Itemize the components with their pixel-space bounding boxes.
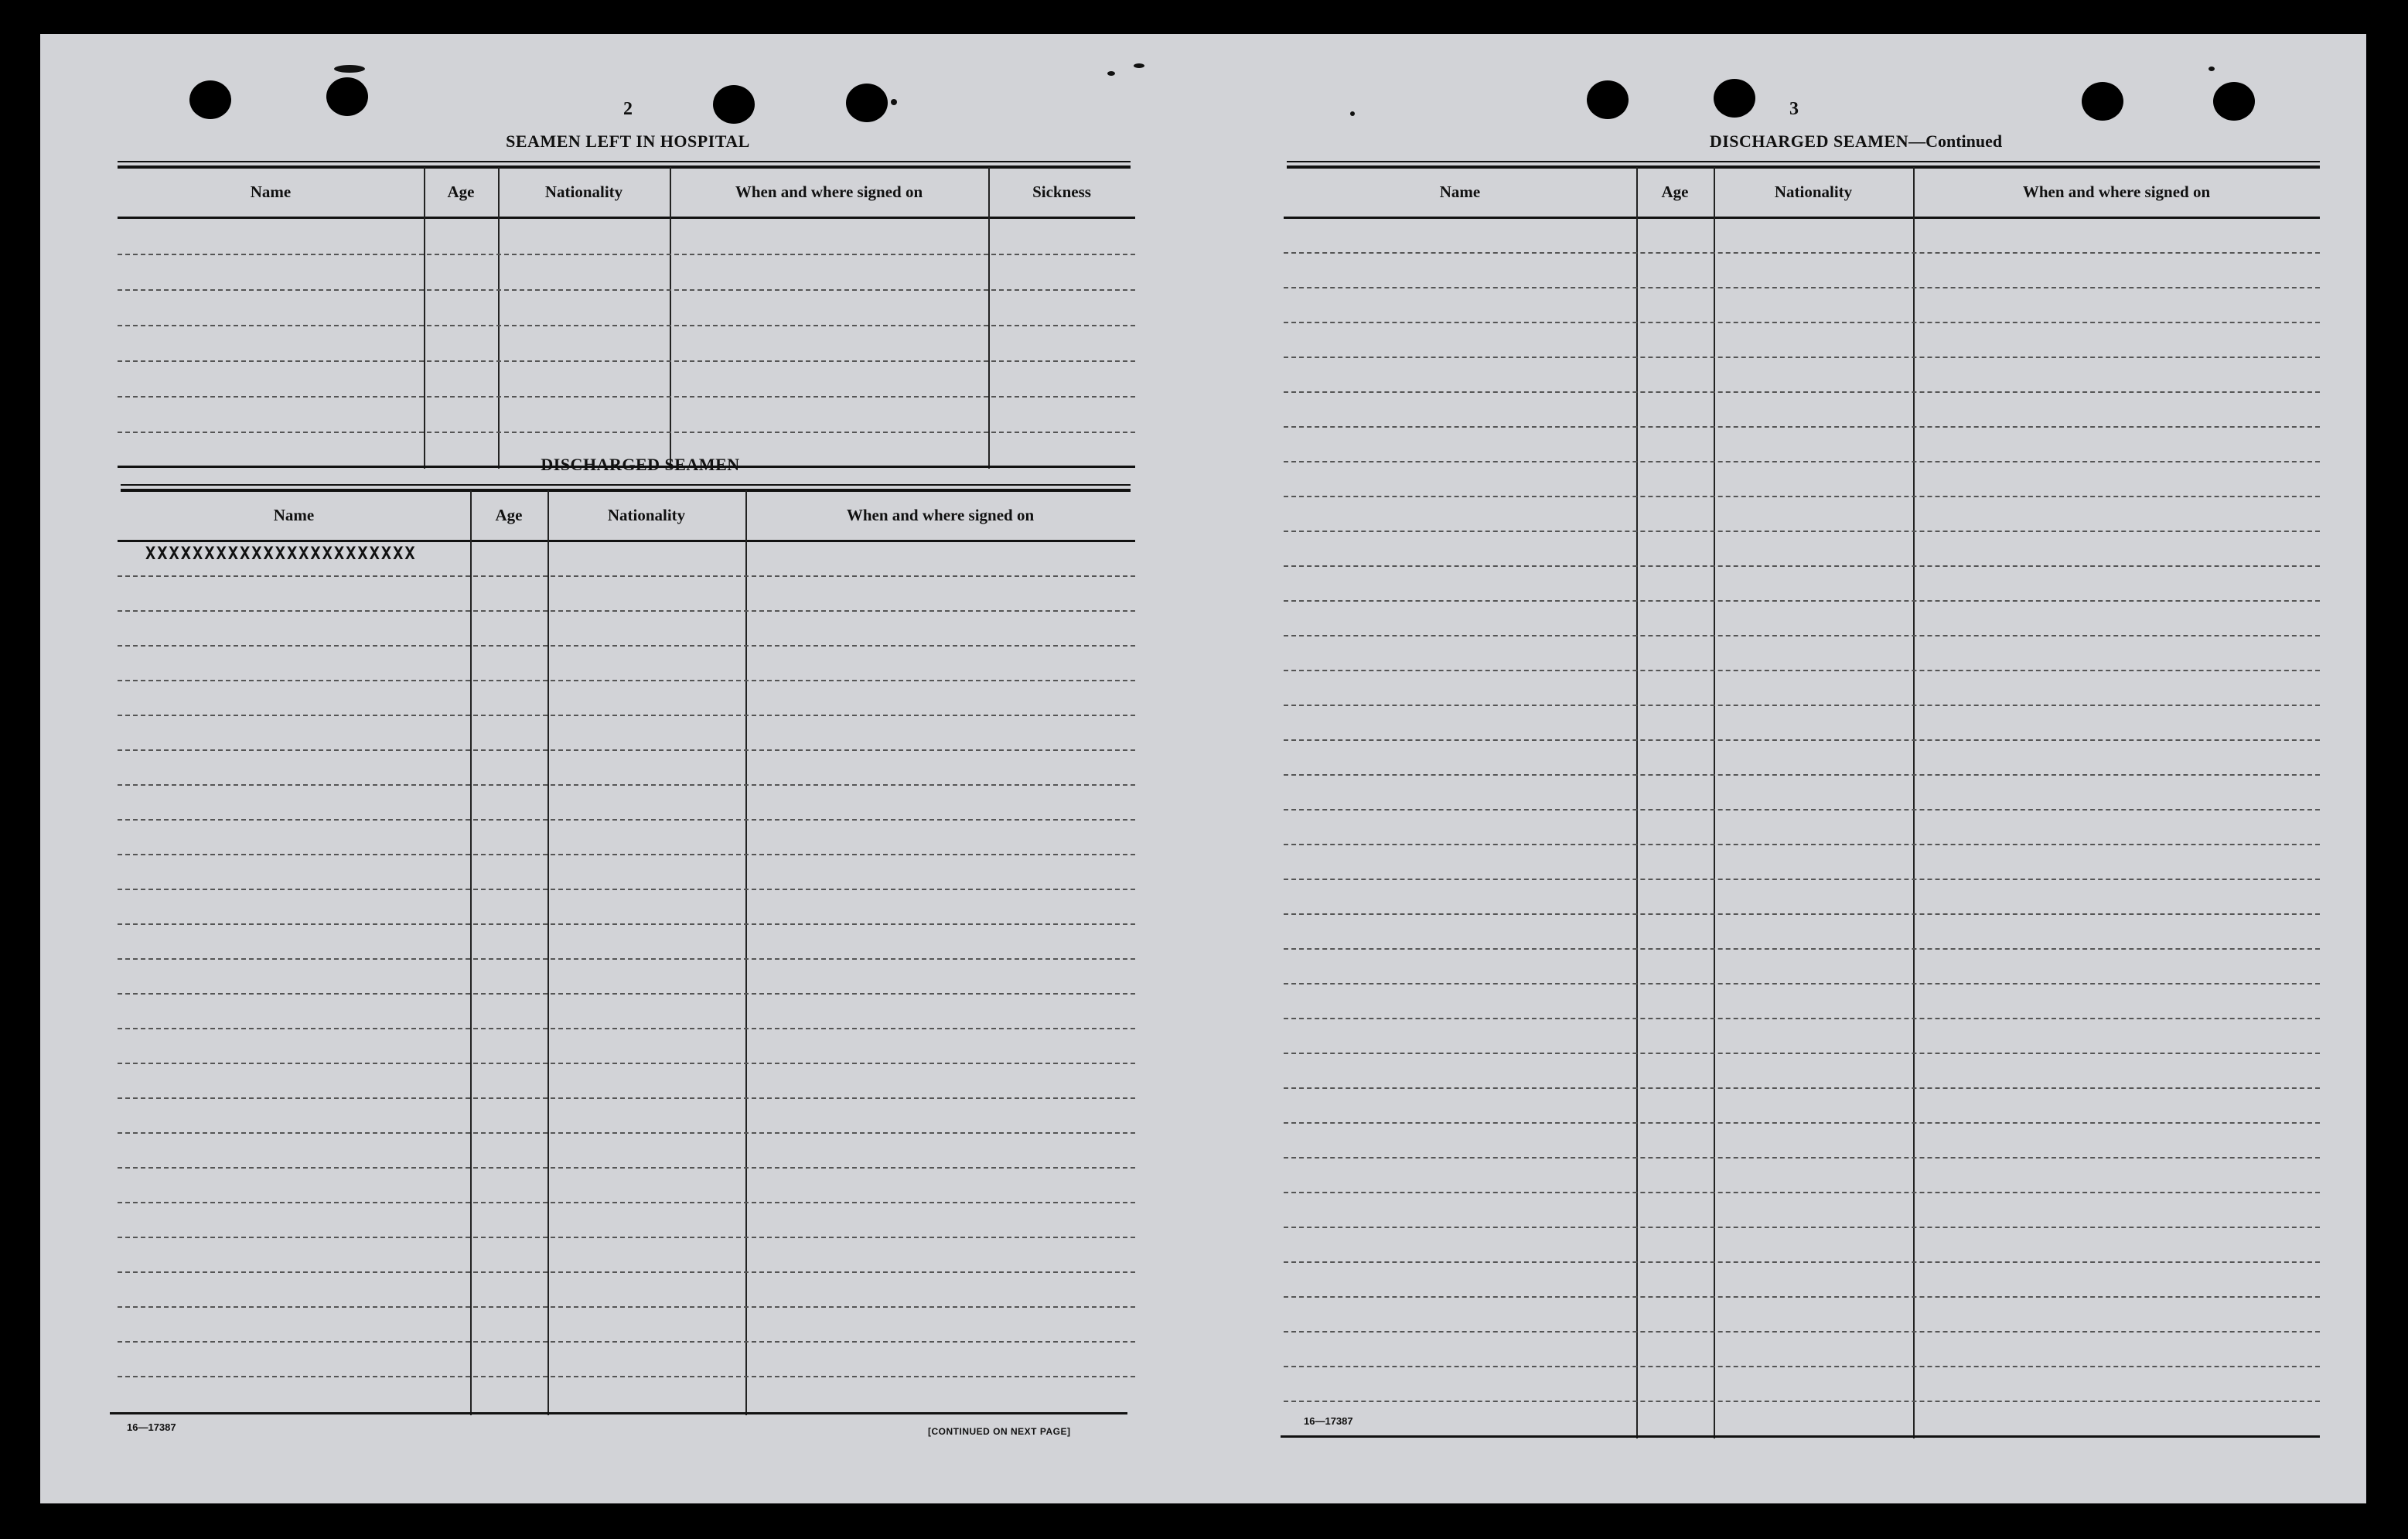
table-row-line: [1284, 983, 2320, 984]
scan-speck: [1134, 63, 1144, 68]
table-row-line: [118, 784, 1135, 786]
section-title-discharged: DISCHARGED SEAMEN: [541, 455, 740, 474]
table-row-line: [1284, 1053, 2320, 1054]
table-bottom-rule: [1281, 1435, 2320, 1438]
section-rule: [121, 484, 1131, 486]
table-row-line: [118, 254, 1135, 255]
table-row-line: [1284, 705, 2320, 706]
table-row-line: [1284, 565, 2320, 567]
table-row-line: [118, 854, 1135, 855]
header-rule: [118, 540, 1135, 542]
discharged-table: [118, 490, 1135, 1415]
column-header-name: Name: [273, 505, 315, 524]
table-row-line: [118, 958, 1135, 960]
table-row-line: [1284, 635, 2320, 636]
table-bottom-rule: [110, 1412, 1127, 1414]
table-row-line: [118, 610, 1135, 612]
scan-speck: [891, 99, 897, 105]
column-header-age: Age: [447, 182, 475, 201]
scanned-form: [40, 34, 2366, 1503]
table-row-line: [118, 360, 1135, 362]
table-row-line: [118, 1237, 1135, 1238]
header-rule: [1284, 217, 2320, 219]
table-row-line: [118, 749, 1135, 751]
continued-note: [CONTINUED ON NEXT PAGE]: [928, 1426, 1071, 1437]
table-row-line: [118, 645, 1135, 647]
struck-out-entry: XXXXXXXXXXXXXXXXXXXXXXX: [145, 544, 417, 564]
page-number: 2: [623, 99, 633, 119]
table-row-line: [118, 432, 1135, 433]
column-divider: [547, 490, 549, 1415]
punch-hole: [713, 85, 755, 124]
table-row-line: [1284, 461, 2320, 462]
table-row-line: [1284, 774, 2320, 776]
column-header-age: Age: [1661, 182, 1689, 201]
column-divider: [988, 167, 990, 469]
table-row-line: [1284, 809, 2320, 810]
table-row-line: [1284, 1157, 2320, 1159]
column-header-nationality: Nationality: [544, 182, 623, 201]
table-row-line: [118, 1202, 1135, 1203]
section-title-discharged-continued: [1710, 131, 2002, 152]
table-row-line: [1284, 1122, 2320, 1124]
table-row-line: [118, 1306, 1135, 1308]
table-row-line: [118, 819, 1135, 821]
table-row-line: [118, 889, 1135, 890]
table-row-line: [118, 923, 1135, 925]
header-rule: [118, 217, 1135, 219]
table-row-line: [1284, 391, 2320, 393]
table-row-line: [118, 1097, 1135, 1099]
column-header-nationality: Nationality: [607, 505, 686, 524]
scan-speck: [1350, 111, 1355, 116]
table-row-line: [1284, 913, 2320, 915]
scan-speck: [334, 65, 365, 73]
column-header-name: Name: [1439, 182, 1481, 201]
table-row-line: [118, 1271, 1135, 1273]
table-row-line: [118, 1132, 1135, 1134]
left-page: [40, 34, 1203, 1503]
column-header-sickness: Sickness: [1032, 182, 1091, 201]
table-row-line: [118, 993, 1135, 995]
table-row-line: [1284, 844, 2320, 845]
table-row-line: [118, 1341, 1135, 1343]
column-header-nationality: Nationality: [1774, 182, 1853, 201]
section-rule: [118, 161, 1131, 162]
column-divider: [745, 490, 747, 1415]
column-divider: [424, 167, 425, 469]
column-header-signed-on: When and where signed on: [846, 505, 1035, 524]
page-number: 3: [1789, 99, 1799, 119]
table-row-line: [1284, 287, 2320, 288]
table-row-line: [118, 396, 1135, 398]
section-title-main: DISCHARGED SEAMEN: [1709, 131, 1909, 151]
table-row-line: [1284, 496, 2320, 497]
table-row-line: [118, 289, 1135, 291]
table-row-line: [1284, 426, 2320, 428]
column-header-name: Name: [250, 182, 292, 201]
section-title-hospital: SEAMEN LEFT IN HOSPITAL: [506, 131, 750, 151]
form-code: 16—17387: [1304, 1415, 1353, 1427]
table-row-line: [1284, 948, 2320, 950]
scan-speck: [2208, 67, 2215, 71]
table-row-line: [1284, 1227, 2320, 1228]
table-row-line: [1284, 1296, 2320, 1298]
section-title-suffix: —Continued: [1908, 131, 2003, 151]
table-row-line: [118, 325, 1135, 326]
right-page: [1203, 34, 2366, 1503]
table-row-line: [118, 1028, 1135, 1029]
table-row-line: [1284, 531, 2320, 532]
table-row-line: [1284, 357, 2320, 358]
table-row-line: [1284, 879, 2320, 880]
table-row-line: [1284, 600, 2320, 602]
column-divider: [498, 167, 500, 469]
table-row-line: [118, 1376, 1135, 1377]
punch-hole: [1587, 80, 1629, 119]
punch-hole: [846, 84, 888, 122]
table-row-line: [1284, 1192, 2320, 1193]
table-row-line: [118, 1063, 1135, 1064]
table-row-line: [1284, 739, 2320, 741]
column-header-signed-on: When and where signed on: [735, 182, 923, 201]
punch-hole: [1714, 79, 1755, 118]
table-row-line: [1284, 1331, 2320, 1333]
table-row-line: [1284, 1087, 2320, 1089]
table-row-line: [1284, 1018, 2320, 1019]
table-row-line: [1284, 1366, 2320, 1367]
discharged-continued-table: [1284, 167, 2320, 1438]
table-row-line: [118, 715, 1135, 716]
punch-hole: [2082, 82, 2123, 121]
column-divider: [670, 167, 671, 469]
hospital-table: [118, 167, 1135, 469]
section-rule: [1287, 161, 2320, 162]
table-row-line: [1284, 1401, 2320, 1402]
column-header-signed-on: When and where signed on: [2022, 182, 2211, 201]
table-row-line: [1284, 252, 2320, 254]
table-row-line: [118, 575, 1135, 577]
punch-hole: [326, 77, 368, 116]
column-header-age: Age: [495, 505, 523, 524]
table-row-line: [118, 680, 1135, 681]
form-code: 16—17387: [127, 1421, 176, 1433]
column-divider: [470, 490, 472, 1415]
table-row-line: [1284, 1261, 2320, 1263]
table-row-line: [118, 1167, 1135, 1169]
table-row-line: [1284, 322, 2320, 323]
punch-hole: [2213, 82, 2255, 121]
scan-speck: [1107, 71, 1115, 76]
punch-hole: [189, 80, 231, 119]
table-row-line: [1284, 670, 2320, 671]
